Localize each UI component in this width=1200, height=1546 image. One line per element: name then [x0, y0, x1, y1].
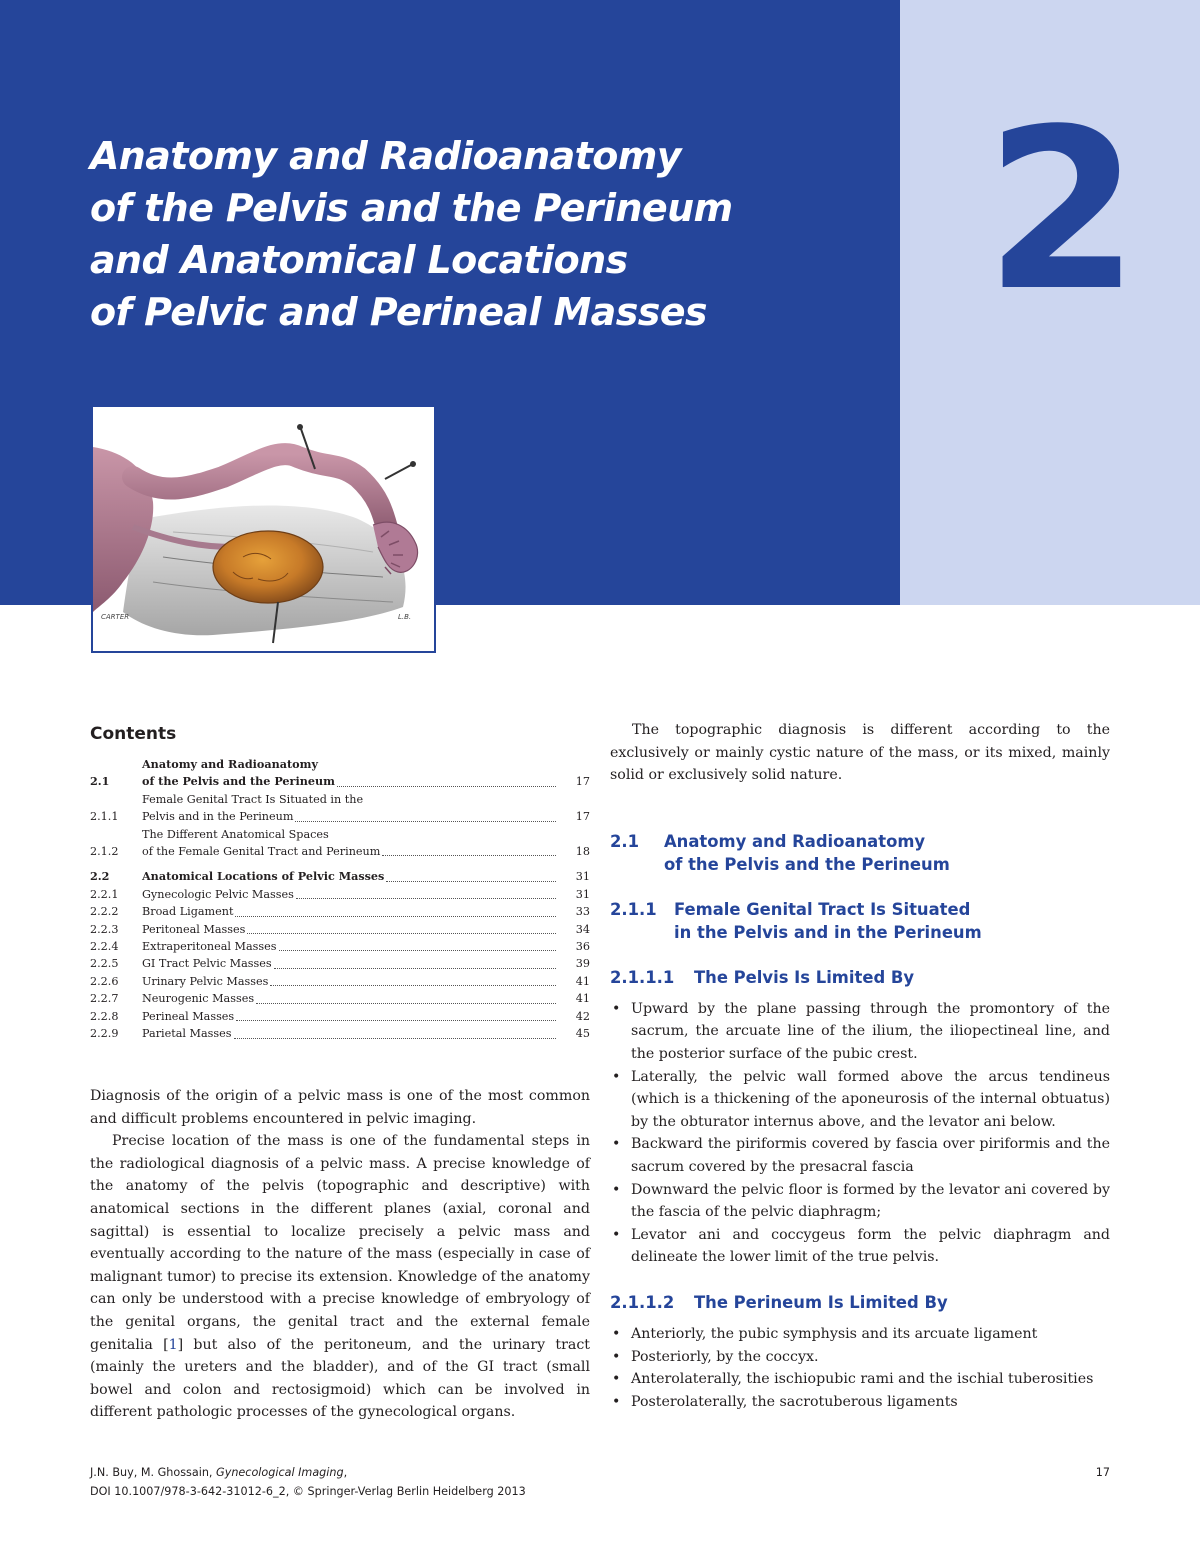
toc-entry-page: 34 [575, 922, 590, 936]
list-item: • Laterally, the pelvic wall formed above the arcus tendineus (which is a thickening of the aponeurosis of the internal obtuatus) by the obturator internus above, and the levator ani below. [610, 1066, 1110, 1134]
toc-entry-title: Anatomical Locations of Pelvic Masses [142, 869, 385, 884]
artist-signature-left: CARTER [101, 613, 130, 621]
toc-entry[interactable] [90, 938, 590, 955]
toc-entry-page: 33 [575, 905, 590, 919]
toc-entry-number: 2.2.2 [90, 905, 119, 919]
body-paragraph [90, 1130, 590, 1424]
toc-leader-dots [256, 1003, 556, 1004]
right-column-body [610, 719, 1110, 1413]
toc-entry-number: 2.2.4 [90, 940, 119, 954]
toc-entry-number: 2.2.9 [90, 1027, 119, 1041]
toc-entry-page: 17 [575, 810, 590, 824]
list-item: • Posteriorly, by the coccyx. [610, 1346, 1110, 1369]
toc-entry-page: 39 [575, 957, 590, 971]
toc-entry-title: Gynecologic Pelvic Masses [142, 887, 294, 901]
footer-citation [90, 1463, 1110, 1482]
toc-entry-page: 45 [575, 1027, 590, 1041]
toc-entry-title: Female Genital Tract Is Situated in the [142, 792, 364, 806]
toc-entry[interactable] [90, 886, 590, 903]
toc-entry[interactable] [90, 903, 590, 920]
section-title: The Perineum Is Limited By [694, 1292, 948, 1312]
toc-leader-dots [247, 933, 556, 934]
bullet-list [610, 1323, 1110, 1413]
toc-entry-title: Parietal Masses [142, 1027, 232, 1041]
section-title-line: Female Genital Tract Is Situated [674, 899, 971, 919]
toc-entry-title: of the Pelvis and the Perineum [142, 774, 335, 789]
toc-entry-page: 31 [575, 870, 590, 884]
toc-entry-number: 2.2 [90, 869, 110, 884]
toc-entry-title: GI Tract Pelvic Masses [142, 957, 272, 971]
toc-entry-number: 2.2.7 [90, 992, 119, 1006]
left-column-body [90, 1085, 590, 1424]
toc-entry-title: Broad Ligament [142, 905, 234, 919]
toc-leader-dots [337, 786, 556, 787]
toc-entry[interactable] [90, 1008, 590, 1025]
toc-entry-title: Pelvis and in the Perineum [142, 810, 294, 824]
toc-leader-dots [296, 898, 556, 899]
list-item: • Anteriorly, the pubic symphysis and its arcuate ligament [610, 1323, 1110, 1346]
list-item: • Anterolaterally, the ischiopubic rami and the ischial tuberosities [610, 1368, 1110, 1391]
toc-entry-number: 2.2.5 [90, 957, 119, 971]
toc-leader-dots [235, 916, 556, 917]
toc-leader-dots [386, 881, 556, 882]
toc-entry-title: of the Female Genital Tract and Perineum [142, 845, 381, 859]
toc-leader-dots [382, 855, 556, 856]
contents-heading: Contents [90, 724, 177, 744]
toc-entry[interactable] [90, 756, 590, 791]
chapter-number: 2 [985, 82, 1140, 340]
toc-leader-dots [234, 1038, 556, 1039]
toc-entry-page: 42 [575, 1009, 590, 1023]
toc-entry-page: 41 [575, 992, 590, 1006]
chapter-title-line: of Pelvic and Perineal Masses [90, 290, 707, 334]
chapter-title-line: and Anatomical Locations [90, 238, 628, 282]
section-number: 2.1.1.1 [610, 967, 675, 987]
body-paragraph: Diagnosis of the origin of a pelvic mass is one of the most common and difficult problems encountered in pelvic imaging. [90, 1088, 590, 1127]
table-of-contents [90, 756, 590, 1043]
toc-entry-number: 2.2.6 [90, 974, 119, 988]
list-item: • Downward the pelvic floor is formed by the levator ani covered by the fascia of the pelvic diaphragm; [610, 1179, 1110, 1224]
section-number: 2.1.1.2 [610, 1292, 675, 1312]
subsubsection-heading [610, 1291, 1110, 1314]
chapter-title-line: of the Pelvis and the Perineum [90, 186, 733, 230]
toc-entry[interactable] [90, 921, 590, 938]
footer-book-title: Gynecological Imaging [216, 1466, 344, 1479]
page-number: 17 [1095, 1466, 1110, 1479]
toc-entry-number: 2.1.2 [90, 845, 119, 859]
toc-entry-page: 18 [575, 845, 590, 859]
list-item: • Levator ani and coccygeus form the pelvic diaphragm and delineate the lower limit of the true pelvis. [610, 1224, 1110, 1269]
list-item: • Upward by the plane passing through the promontory of the sacrum, the arcuate line of the ilium, the iliopectineal line, and the posterior surface of the pubic crest. [610, 998, 1110, 1066]
toc-entry[interactable] [90, 826, 590, 861]
citation-link[interactable]: 1 [168, 1336, 178, 1353]
toc-entry[interactable] [90, 973, 590, 990]
section-title-line: Anatomy and Radioanatomy [664, 831, 926, 851]
body-text-span: Precise location of the mass is one of the fundamental steps in the radiological diagnosis of a pelvic mass. A precise knowledge of the anatomy of the pelvis (topographic and descriptive) with anatomical sections in the different planes (axial, coronal and sagittal) is essential to localize precisely a pelvic mass and eventually according to the nature of the mass (especially in case of malignant tumor) to precise its extension. Knowledge of the anatomy can only be understood with a precise knowledge of embryology of the genital organs, the genital tract and the external female genitalia [ [90, 1133, 590, 1353]
toc-entry-number: 2.2.1 [90, 887, 119, 901]
toc-entry-title: Neurogenic Masses [142, 992, 255, 1006]
toc-entry-page: 31 [575, 887, 590, 901]
chapter-title [90, 130, 880, 338]
toc-entry-page: 41 [575, 974, 590, 988]
artist-signature-right: L.B. [398, 613, 412, 621]
toc-entry[interactable] [90, 791, 590, 826]
toc-entry-number: 2.2.8 [90, 1009, 119, 1023]
toc-leader-dots [270, 985, 556, 986]
toc-entry-title: Anatomy and Radioanatomy [142, 757, 318, 771]
toc-entry-number: 2.2.3 [90, 922, 119, 936]
section-number: 2.1 [610, 831, 640, 851]
toc-entry[interactable] [90, 1025, 590, 1042]
anatomy-illustration [91, 405, 436, 653]
body-paragraph: The topographic diagnosis is different according to the exclusively or mainly cystic nature of the mass, or its mixed, mainly solid or exclusively solid nature. [610, 722, 1110, 784]
footer-doi: DOI 10.1007/978-3-642-31012-6_2, © Springer-Verlag Berlin Heidelberg 2013 [90, 1485, 526, 1498]
toc-entry-title: Perineal Masses [142, 1009, 235, 1023]
footer-punctuation: , [343, 1466, 348, 1479]
toc-entry-title: The Different Anatomical Spaces [142, 827, 329, 841]
toc-leader-dots [295, 821, 556, 822]
body-text-span: ] but also of the peritoneum, and the urinary tract (mainly the ureters and the bladder), and of the GI tract (small bowel and colon and rectosigmoid) which can be involved in different pathologic processes of the gynecological organs. [90, 1336, 590, 1421]
chapter-title-line: Anatomy and Radioanatomy [90, 134, 681, 178]
toc-entry-page: 36 [575, 940, 590, 954]
list-item: • Posterolaterally, the sacrotuberous ligaments [610, 1391, 1110, 1414]
toc-entry[interactable] [90, 955, 590, 972]
toc-entry-page: 17 [575, 775, 590, 789]
section-heading [610, 830, 1110, 876]
page-footer [90, 1463, 1110, 1501]
section-title-line: in the Pelvis and in the Perineum [674, 922, 982, 942]
toc-entry[interactable] [90, 990, 590, 1007]
footer-authors: J.N. Buy, M. Ghossain, [90, 1466, 217, 1479]
toc-entry-title: Peritoneal Masses [142, 922, 246, 936]
toc-leader-dots [236, 1020, 556, 1021]
toc-entry-title: Extraperitoneal Masses [142, 940, 277, 954]
subsection-heading [610, 898, 1110, 944]
toc-entry[interactable] [90, 868, 590, 885]
section-title-line: of the Pelvis and the Perineum [664, 854, 950, 874]
toc-entry-number: 2.1.1 [90, 810, 119, 824]
toc-entry-number: 2.1 [90, 774, 110, 789]
section-title: The Pelvis Is Limited By [694, 967, 915, 987]
subsubsection-heading [610, 966, 1110, 989]
list-item: • Backward the piriformis covered by fascia over piriformis and the sacrum covered by the presacral fascia [610, 1133, 1110, 1178]
toc-leader-dots [279, 950, 556, 951]
section-number: 2.1.1 [610, 899, 657, 919]
toc-entry-title: Urinary Pelvic Masses [142, 974, 269, 988]
toc-leader-dots [274, 968, 556, 969]
bullet-list [610, 998, 1110, 1269]
